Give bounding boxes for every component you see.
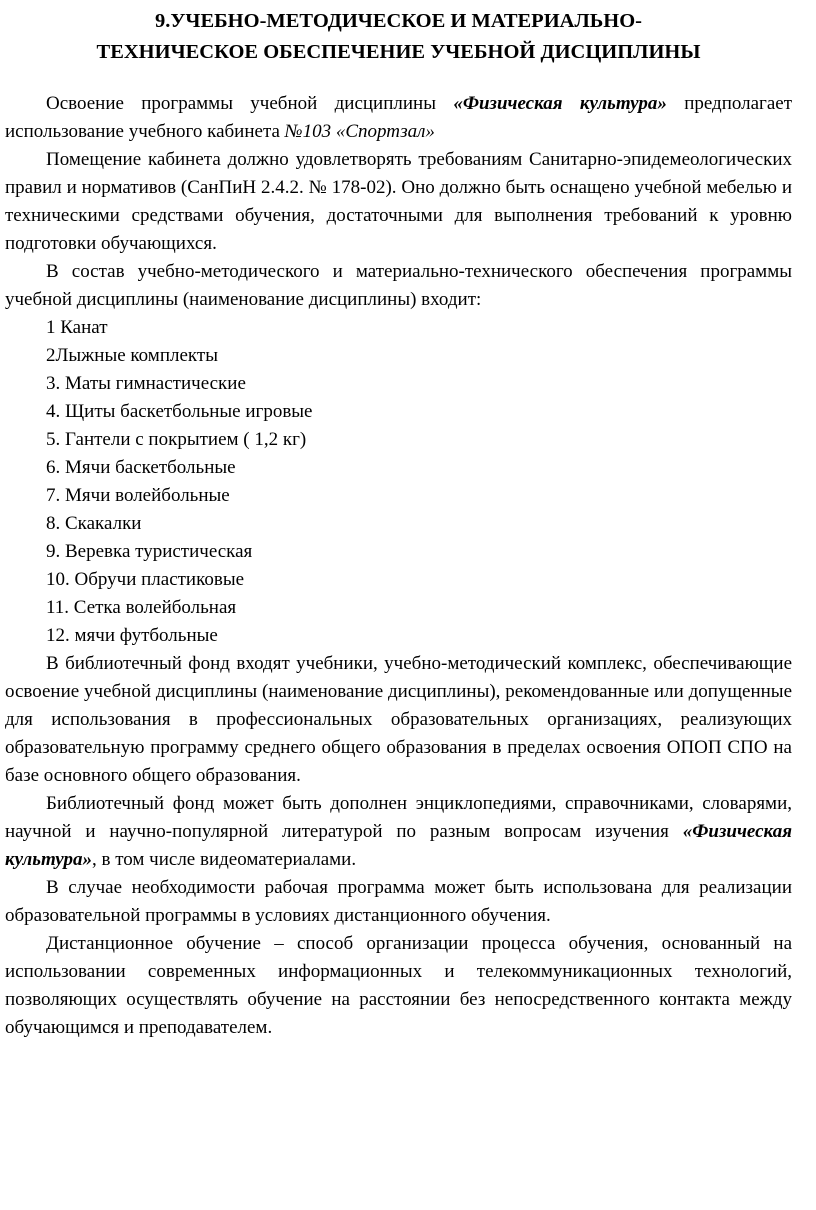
course-name-emphasis: «Физическая культура» bbox=[5, 821, 792, 870]
paragraph-library-fund: В библиотечный фонд входят учебники, учебно-методический комплекс, обеспечивающие освоение учебной дисциплины (наименование дисциплины), рекомендованные или допущенные для использования в профессиональных образовательных организациях, реализующих образовательную программу среднего общего образования в пределах освоения ОПОП СПО на базе основного общего образования. bbox=[5, 653, 792, 786]
paragraph-distance-definition: Дистанционное обучение – способ организации процесса обучения, основанный на использовании современных информационных и телекоммуникационных технологий, позволяющих осуществлять обучение на расстоянии без непосредственного контакта между обучающимся и преподавателем. bbox=[5, 933, 792, 1038]
text-run: Библиотечный фонд может быть дополнен энциклопедиями, справочниками, словарями, научной и научно-популярной литературой по разным вопросам изучения bbox=[5, 793, 792, 842]
list-item-verevka: 9. Веревка туристическая bbox=[46, 541, 253, 562]
section-title-line1: 9.УЧЕБНО-МЕТОДИЧЕСКОЕ И МАТЕРИАЛЬНО- bbox=[154, 10, 642, 32]
equipment-list bbox=[5, 314, 792, 650]
list-item-skakalki: 8. Скакалки bbox=[46, 513, 142, 534]
list-item-maty: 3. Маты гимнастические bbox=[46, 373, 246, 394]
paragraph-room-requirements: Помещение кабинета должно удовлетворять требованиям Санитарно-эпидемеологических правил и нормативов (СанПиН 2.4.2. № 178-02). Оно должно быть оснащено учебной мебелью и техническими средствами обучения, достаточными для выполнения требований к уровню подготовки обучающихся. bbox=[5, 149, 792, 254]
paragraph-distance-possibility: В случае необходимости рабочая программа может быть использована для реализации образовательной программы в условиях дистанционного обучения. bbox=[5, 877, 792, 926]
section-title bbox=[15, 6, 782, 68]
list-item-kanat: 1 Канат bbox=[46, 317, 108, 338]
list-item-lyzhi: 2Лыжные комплекты bbox=[46, 345, 218, 366]
paragraph-library-supplement bbox=[5, 790, 792, 874]
room-name-emphasis: №103 «Спортзал» bbox=[284, 121, 435, 142]
list-item-myachi-basket: 6. Мячи баскетбольные bbox=[46, 457, 236, 478]
section-title-line2: ТЕХНИЧЕСКОЕ ОБЕСПЕЧЕНИЕ УЧЕБНОЙ ДИСЦИПЛИНЫ bbox=[96, 41, 701, 63]
course-name-emphasis: «Физическая культура» bbox=[453, 93, 667, 114]
paragraph-composition-intro: В состав учебно-методического и материально-технического обеспечения программы учебной дисциплины (наименование дисциплины) входит: bbox=[5, 261, 792, 310]
list-item-setka: 11. Сетка волейбольная bbox=[46, 597, 237, 618]
text-run: , в том числе видеоматериалами. bbox=[91, 849, 357, 870]
list-item-obruchi: 10. Обручи пластиковые bbox=[46, 569, 245, 590]
list-item-ganteli: 5. Гантели с покрытием ( 1,2 кг) bbox=[46, 429, 307, 450]
list-item-myachi-futbol: 12. мячи футбольные bbox=[46, 625, 218, 646]
list-item-myachi-voley: 7. Мячи волейбольные bbox=[46, 485, 230, 506]
text-run: Освоение программы учебной дисциплины bbox=[46, 93, 454, 114]
paragraph-course-intro bbox=[5, 90, 792, 146]
text-run: предполагает использование учебного кабинета bbox=[5, 93, 793, 142]
list-item-shchity: 4. Щиты баскетбольные игровые bbox=[46, 401, 313, 422]
